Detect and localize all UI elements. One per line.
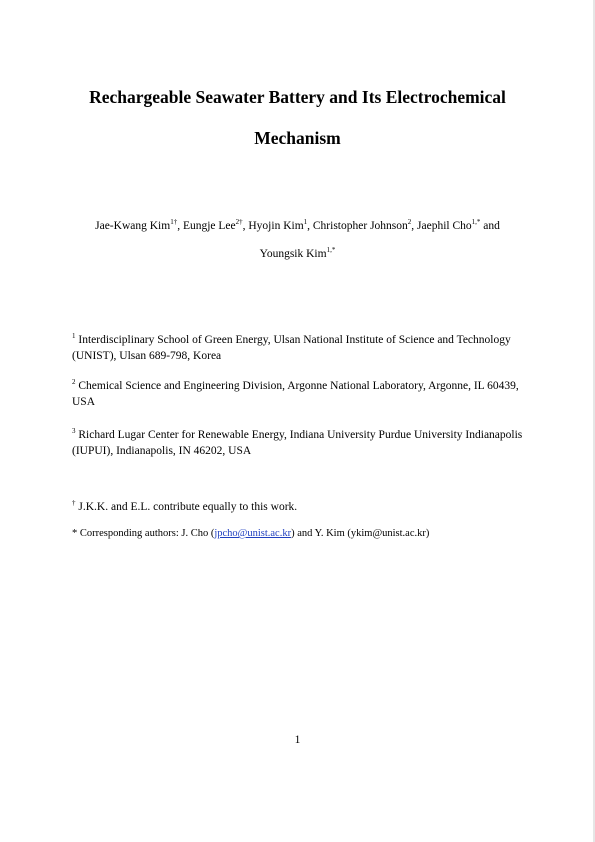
author-list-line-1 — [40, 219, 555, 233]
corresponding-suffix: ) and Y. Kim (ykim@unist.ac.kr) — [291, 528, 430, 539]
author-name: Youngsik Kim — [259, 248, 327, 260]
equal-contribution-note — [72, 500, 532, 514]
author-separator: and — [480, 220, 500, 232]
author-separator: , — [307, 220, 313, 232]
author-separator: , — [411, 220, 418, 232]
author-affiliation-mark: 1 — [303, 218, 308, 227]
email-link-cho[interactable]: jpcho@unist.ac.kr — [214, 528, 292, 539]
author-affiliation-mark: 1† — [170, 218, 178, 227]
author-affiliation-mark: 2 — [407, 218, 412, 227]
author-name: Hyojin Kim — [248, 220, 304, 232]
author-name: Christopher Johnson — [312, 220, 408, 232]
author-list-line-2 — [40, 247, 555, 261]
author-affiliation-mark: 1,* — [326, 246, 336, 255]
author-separator: , — [242, 220, 249, 232]
affiliation-text: Interdisciplinary School of Green Energy, Ulsan National Institute of Science and Technology (UNIST), Ulsan 689-798, Korea — [72, 334, 511, 362]
corresponding-authors-note — [72, 527, 532, 541]
author-separator: , — [177, 220, 183, 232]
author-name: Eungje Lee — [182, 220, 236, 232]
equal-contribution-text: J.K.K. and E.L. contribute equally to this work. — [75, 501, 298, 513]
dagger-mark: † — [72, 499, 76, 508]
affiliation-1 — [72, 332, 532, 364]
affiliation-mark: 1 — [72, 332, 76, 341]
page-number: 1 — [294, 734, 301, 746]
author-name: Jaephil Cho — [417, 220, 472, 232]
affiliation-text: Richard Lugar Center for Renewable Energy, Indiana University Purdue University Indianapolis (IUPUI), Indianapolis, IN 46202, USA — [72, 429, 523, 457]
affiliation-mark: 2 — [72, 378, 76, 387]
affiliation-text: Chemical Science and Engineering Division, Argonne National Laboratory, Argonne, IL 60439, USA — [72, 380, 519, 408]
author-affiliation-mark: 1,* — [471, 218, 481, 227]
paper-title-line-1: Rechargeable Seawater Battery and Its Electrochemical — [89, 87, 506, 107]
paper-title-line-2: Mechanism — [254, 128, 341, 148]
author-name: Jae-Kwang Kim — [95, 220, 171, 232]
affiliation-mark: 3 — [72, 427, 76, 436]
corresponding-prefix: * Corresponding authors: J. Cho ( — [72, 528, 215, 539]
affiliation-2 — [72, 378, 532, 410]
author-affiliation-mark: 2† — [235, 218, 243, 227]
affiliation-3 — [72, 427, 532, 459]
